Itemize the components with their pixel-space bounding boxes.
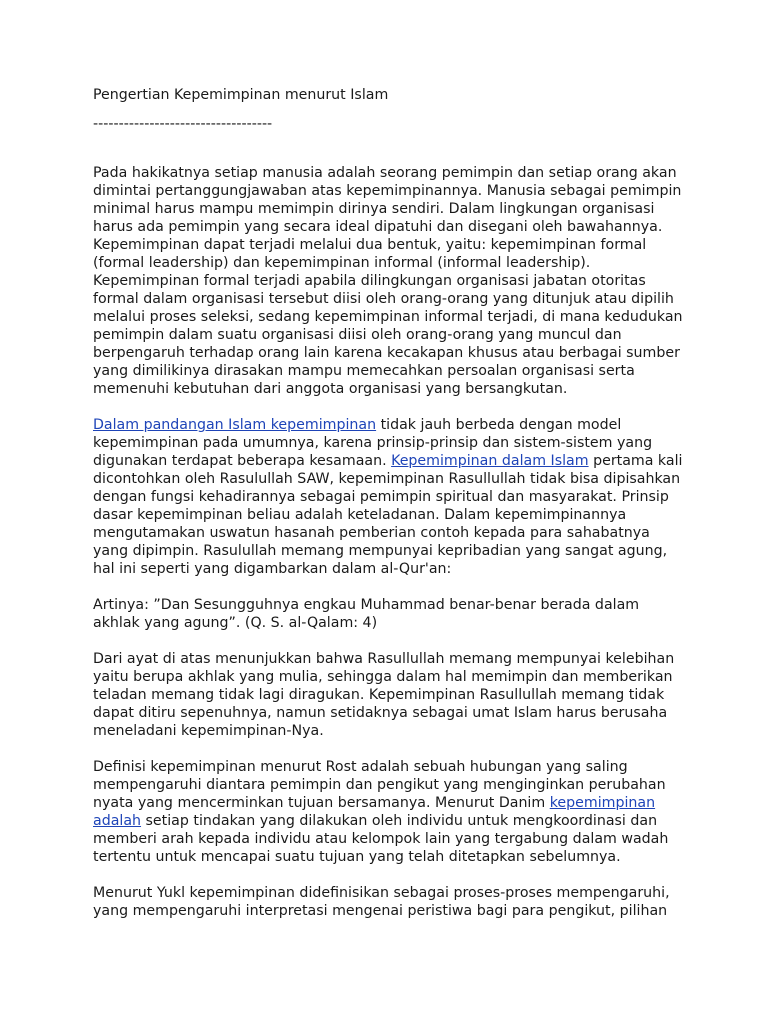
paragraph-5 xyxy=(93,758,683,866)
spacer xyxy=(93,133,683,164)
paragraph-5-text-2: setiap tindakan yang dilakukan oleh individu untuk mengkoordinasi dan memberi arah kepada individu atau kelompok lain yang tergabung dalam wadah tertentu untuk mencapai suatu tujuan yang telah ditetapkan sebelumnya. xyxy=(93,813,669,865)
document-title: Pengertian Kepemimpinan menurut Islam xyxy=(93,87,389,103)
link-pandangan-islam[interactable]: Dalam pandangan Islam kepemimpinan xyxy=(93,417,377,433)
spacer xyxy=(93,578,683,596)
spacer xyxy=(93,740,683,758)
paragraph-2-text-1: tidak jauh berbeda dengan model kepemimpinan pada umumnya, karena prinsip-prinsip dan sistem-sistem yang digunakan terdapat beberapa kesamaan. xyxy=(93,417,653,469)
paragraph-5-text-1: Definisi kepemimpinan menurut Rost adalah sebuah hubungan yang saling mempengaruhi diantara pemimpin dan pengikut yang menginginkan perubahan nyata yang mencerminkan tujuan bersamanya. Menurut Danim xyxy=(93,759,666,811)
paragraph-4: Dari ayat di atas menunjukkan bahwa Rasullullah memang mempunyai kelebihan yaitu berupa akhlak yang mulia, sehingga dalam hal memimpin dan memberikan teladan memang tidak lagi diragukan. Kepemimpinan Rasullullah memang tidak dapat ditiru sepenuhnya, namun setidaknya sebagai umat Islam harus berusaha meneladani kepemimpinan-Nya. xyxy=(93,651,675,739)
link-kepemimpinan-adalah[interactable]: kepemimpinan adalah xyxy=(93,795,656,829)
document-page xyxy=(93,86,683,920)
paragraph-2 xyxy=(93,416,683,578)
paragraph-2-text-2: pertama kali dicontohkan oleh Rasulullah SAW, kepemimpinan Rasullullah tidak bisa dipisahkan dengan fungsi kehadirannya sebagai pemimpin spiritual dan masyarakat. Prinsip dasar kepemimpinan beliau adalah keteladanan. Dalam kepemimpinannya mengutamakan uswatun hasanah pemberian contoh kepada para sahabatnya yang dipimpin. Rasulullah memang mempunyai kepribadian yang sangat agung, hal ini seperti yang digambarkan dalam al-Qur'an: xyxy=(93,453,683,577)
link-kepemimpinan-dalam-islam[interactable]: Kepemimpinan dalam Islam xyxy=(391,453,589,469)
paragraph-3-quote: Artinya: ”Dan Sesungguhnya engkau Muhammad benar-benar berada dalam akhlak yang agung”. (Q. S. al-Qalam: 4) xyxy=(93,597,640,631)
paragraph-1: Pada hakikatnya setiap manusia adalah seorang pemimpin dan setiap orang akan dimintai pertanggungjawaban atas kepemimpinannya. Manusia sebagai pemimpin minimal harus mampu memimpin dirinya sendiri. Dalam lingkungan organisasi harus ada pemimpin yang secara ideal dipatuhi dan disegani oleh bawahannya. Kepemimpinan dapat terjadi melalui dua bentuk, yaitu: kepemimpinan formal (formal leadership) dan kepemimpinan informal (informal leadership). Kepemimpinan formal terjadi apabila dilingkungan organisasi jabatan otoritas formal dalam organisasi tersebut diisi oleh orang-orang yang ditunjuk atau dipilih melalui proses seleksi, sedang kepemimpinan informal terjadi, di mana kedudukan pemimpin dalam suatu organisasi diisi oleh orang-orang yang muncul dan berpengaruh terhadap orang lain karena kecakapan khusus atau berbagai sumber yang dimilikinya dirasakan mampu memecahkan persoalan organisasi serta memenuhi kebutuhan dari anggota organisasi yang bersangkutan. xyxy=(93,165,683,397)
spacer xyxy=(93,632,683,650)
spacer xyxy=(93,866,683,884)
paragraph-6: Menurut Yukl kepemimpinan didefinisikan sebagai proses-proses mempengaruhi, yang mempengaruhi interpretasi mengenai peristiwa bagi para pengikut, pilihan xyxy=(93,885,670,919)
spacer xyxy=(93,398,683,416)
title-divider: ----------------------------------- xyxy=(93,116,273,132)
